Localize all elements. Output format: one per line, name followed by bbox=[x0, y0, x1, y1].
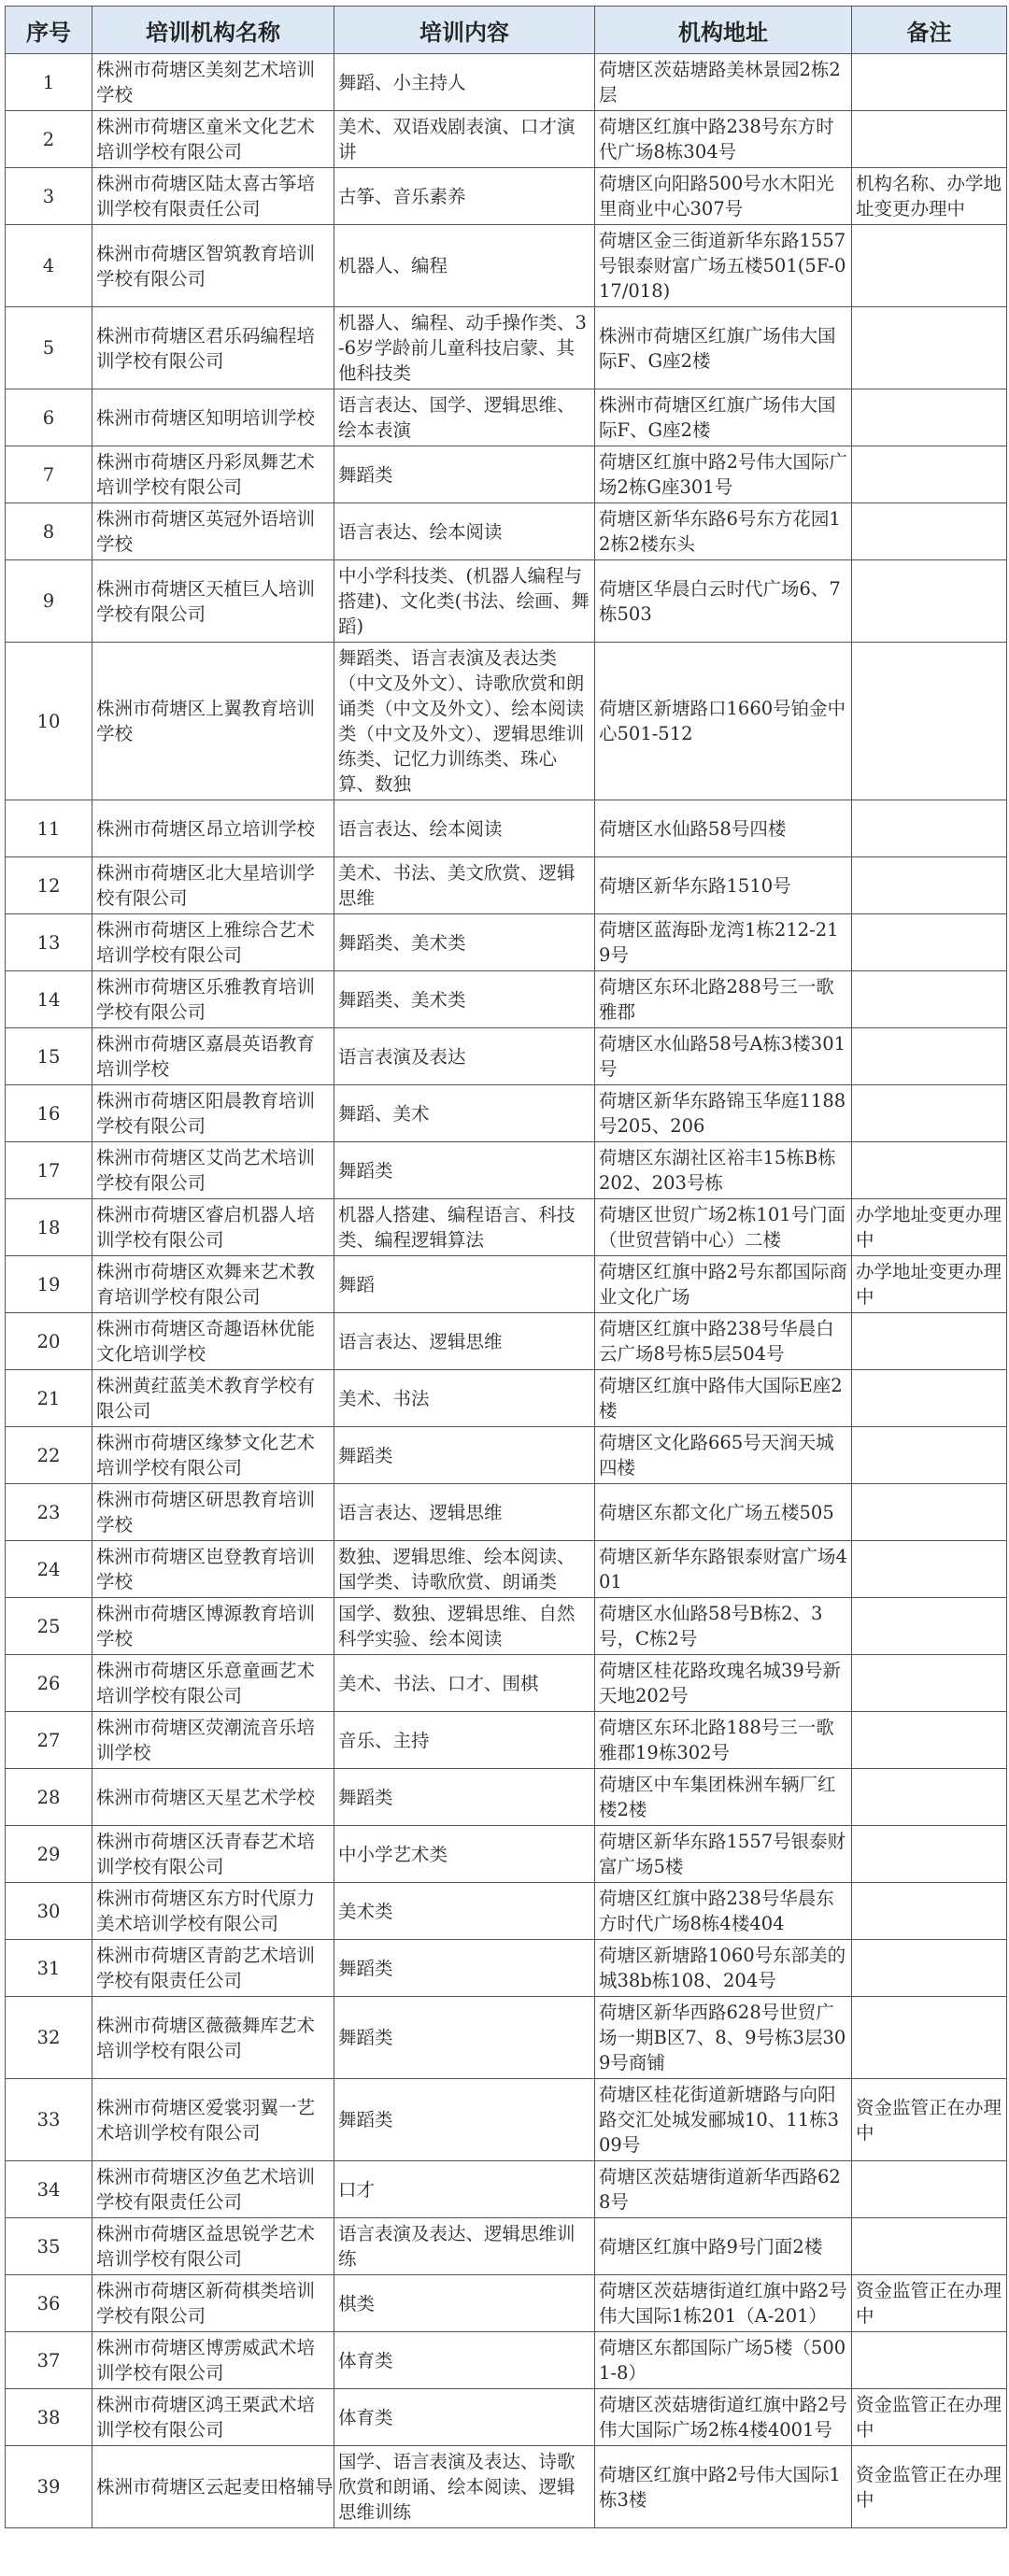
table-row bbox=[6, 2218, 1007, 2275]
table-row bbox=[6, 857, 1007, 914]
cell-content: 棋类 bbox=[334, 2275, 595, 2332]
cell-address: 株洲市荷塘区红旗广场伟大国际F、G座2楼 bbox=[595, 307, 852, 389]
cell-content: 语言表达、绘本阅读 bbox=[334, 503, 595, 560]
cell-name: 株洲市荷塘区奇趣语林优能文化培训学校 bbox=[92, 1313, 334, 1370]
cell-remark bbox=[852, 111, 1007, 168]
cell-address: 荷塘区茨菇塘街道红旗中路2号伟大国际广场2栋4楼4001号 bbox=[595, 2389, 852, 2446]
cell-name: 株洲市荷塘区阳晨教育培训学校有限公司 bbox=[92, 1085, 334, 1142]
cell-content: 数独、逻辑思维、绘本阅读、国学类、诗歌欣赏、朗诵类 bbox=[334, 1541, 595, 1598]
table-row bbox=[6, 1769, 1007, 1826]
cell-remark bbox=[852, 1313, 1007, 1370]
cell-no: 36 bbox=[6, 2275, 92, 2332]
cell-name: 株洲市荷塘区乐雅教育培训学校有限公司 bbox=[92, 971, 334, 1028]
cell-address: 荷塘区东都国际广场5楼（5001-8） bbox=[595, 2332, 852, 2389]
table-row bbox=[6, 2446, 1007, 2528]
cell-no: 6 bbox=[6, 389, 92, 446]
cell-name: 株洲市荷塘区君乐码编程培训学校有限公司 bbox=[92, 307, 334, 389]
cell-no: 29 bbox=[6, 1826, 92, 1883]
cell-name: 株洲市荷塘区昂立培训学校 bbox=[92, 800, 334, 857]
cell-content: 美术、双语戏剧表演、口才演讲 bbox=[334, 111, 595, 168]
cell-no: 16 bbox=[6, 1085, 92, 1142]
cell-name: 株洲市荷塘区童米文化艺术培训学校有限公司 bbox=[92, 111, 334, 168]
cell-remark: 资金监管正在办理中 bbox=[852, 2389, 1007, 2446]
cell-content: 美术、书法、美文欣赏、逻辑思维 bbox=[334, 857, 595, 914]
cell-no: 24 bbox=[6, 1541, 92, 1598]
cell-content: 语言表达、逻辑思维 bbox=[334, 1484, 595, 1541]
cell-content: 美术类 bbox=[334, 1883, 595, 1940]
cell-no: 15 bbox=[6, 1028, 92, 1085]
cell-no: 33 bbox=[6, 2079, 92, 2161]
cell-content: 语言表达、绘本阅读 bbox=[334, 800, 595, 857]
cell-address: 荷塘区东环北路288号三一歌雅郡 bbox=[595, 971, 852, 1028]
cell-name: 株洲市荷塘区陆太喜古筝培训学校有限责任公司 bbox=[92, 168, 334, 225]
cell-remark bbox=[852, 1940, 1007, 1997]
cell-remark: 机构名称、办学地址变更办理中 bbox=[852, 168, 1007, 225]
cell-name: 株洲市荷塘区薇薇舞库艺术培训学校有限公司 bbox=[92, 1997, 334, 2079]
cell-address: 荷塘区红旗中路伟大国际E座2楼 bbox=[595, 1370, 852, 1427]
cell-no: 25 bbox=[6, 1598, 92, 1655]
cell-content: 舞蹈类 bbox=[334, 1940, 595, 1997]
cell-remark bbox=[852, 560, 1007, 643]
table-row bbox=[6, 1313, 1007, 1370]
cell-no: 23 bbox=[6, 1484, 92, 1541]
cell-content: 国学、语言表演及表达、诗歌欣赏和朗诵、绘本阅读、逻辑思维训练 bbox=[334, 2446, 595, 2528]
table-row bbox=[6, 1940, 1007, 1997]
table-row bbox=[6, 1883, 1007, 1940]
cell-no: 22 bbox=[6, 1427, 92, 1484]
table-row bbox=[6, 1826, 1007, 1883]
cell-no: 19 bbox=[6, 1256, 92, 1313]
cell-address: 荷塘区桂花路玫瑰名城39号新天地202号 bbox=[595, 1655, 852, 1712]
cell-remark bbox=[852, 914, 1007, 971]
table-row bbox=[6, 1370, 1007, 1427]
cell-name: 株洲市荷塘区上雅综合艺术培训学校有限公司 bbox=[92, 914, 334, 971]
cell-name: 株洲市荷塘区云起麦田格辅导 bbox=[92, 2446, 334, 2528]
header-content: 培训内容 bbox=[334, 7, 595, 54]
cell-content: 语言表演及表达、逻辑思维训练 bbox=[334, 2218, 595, 2275]
table-row bbox=[6, 389, 1007, 446]
cell-address: 荷塘区新华西路628号世贸广场一期B区7、8、9号栋3层309号商铺 bbox=[595, 1997, 852, 2079]
cell-no: 21 bbox=[6, 1370, 92, 1427]
cell-address: 荷塘区文化路665号天润天城四楼 bbox=[595, 1427, 852, 1484]
cell-remark bbox=[852, 389, 1007, 446]
cell-name: 株洲市荷塘区博雳威武术培训学校有限公司 bbox=[92, 2332, 334, 2389]
cell-name: 株洲市荷塘区爱裳羽翼一艺术培训学校有限公司 bbox=[92, 2079, 334, 2161]
cell-no: 1 bbox=[6, 54, 92, 111]
cell-content: 语言表演及表达 bbox=[334, 1028, 595, 1085]
table-row bbox=[6, 1085, 1007, 1142]
cell-address: 荷塘区新华东路6号东方花园12栋2楼东头 bbox=[595, 503, 852, 560]
cell-content: 机器人、编程 bbox=[334, 225, 595, 307]
training-institutions-table bbox=[5, 6, 1007, 2528]
cell-address: 荷塘区新华东路锦玉华庭1188号205、206 bbox=[595, 1085, 852, 1142]
cell-address: 荷塘区新塘路口1660号铂金中心501-512 bbox=[595, 643, 852, 800]
cell-no: 10 bbox=[6, 643, 92, 800]
cell-address: 荷塘区蓝海卧龙湾1栋212-219号 bbox=[595, 914, 852, 971]
cell-name: 株洲市荷塘区荧潮流音乐培训学校 bbox=[92, 1712, 334, 1769]
cell-address: 株洲市荷塘区红旗广场伟大国际F、G座2楼 bbox=[595, 389, 852, 446]
cell-address: 荷塘区金三街道新华东路1557号银泰财富广场五楼501(5F-017/018) bbox=[595, 225, 852, 307]
cell-content: 音乐、主持 bbox=[334, 1712, 595, 1769]
cell-name: 株洲市荷塘区美刻艺术培训学校 bbox=[92, 54, 334, 111]
cell-address: 荷塘区红旗中路9号门面2楼 bbox=[595, 2218, 852, 2275]
cell-remark bbox=[852, 2161, 1007, 2218]
cell-name: 株洲黄荭蓝美术教育学校有限公司 bbox=[92, 1370, 334, 1427]
table-row bbox=[6, 1541, 1007, 1598]
cell-address: 荷塘区新华东路1557号银泰财富广场5楼 bbox=[595, 1826, 852, 1883]
cell-remark bbox=[852, 503, 1007, 560]
cell-address: 荷塘区红旗中路238号华晨白云广场8号栋5层504号 bbox=[595, 1313, 852, 1370]
cell-no: 2 bbox=[6, 111, 92, 168]
cell-content: 国学、数独、逻辑思维、自然科学实验、绘本阅读 bbox=[334, 1598, 595, 1655]
cell-no: 12 bbox=[6, 857, 92, 914]
cell-name: 株洲市荷塘区新荷棋类培训学校有限公司 bbox=[92, 2275, 334, 2332]
cell-no: 39 bbox=[6, 2446, 92, 2528]
cell-name: 株洲市荷塘区英冠外语培训学校 bbox=[92, 503, 334, 560]
table-row bbox=[6, 800, 1007, 857]
cell-address: 荷塘区东都文化广场五楼505 bbox=[595, 1484, 852, 1541]
cell-name: 株洲市荷塘区缘梦文化艺术培训学校有限公司 bbox=[92, 1427, 334, 1484]
cell-remark bbox=[852, 54, 1007, 111]
cell-name: 株洲市荷塘区艾尚艺术培训学校有限公司 bbox=[92, 1142, 334, 1199]
cell-content: 舞蹈类 bbox=[334, 446, 595, 503]
cell-content: 舞蹈类 bbox=[334, 2079, 595, 2161]
table-row bbox=[6, 1598, 1007, 1655]
cell-content: 美术、书法、口才、围棋 bbox=[334, 1655, 595, 1712]
table-row bbox=[6, 446, 1007, 503]
cell-name: 株洲市荷塘区嘉晨英语教育培训学校 bbox=[92, 1028, 334, 1085]
cell-no: 35 bbox=[6, 2218, 92, 2275]
cell-name: 株洲市荷塘区天星艺术学校 bbox=[92, 1769, 334, 1826]
cell-name: 株洲市荷塘区鸿王栗武术培训学校有限公司 bbox=[92, 2389, 334, 2446]
cell-remark: 资金监管正在办理中 bbox=[852, 2446, 1007, 2528]
cell-no: 8 bbox=[6, 503, 92, 560]
cell-address: 荷塘区红旗中路238号华晨东方时代广场8栋4楼404 bbox=[595, 1883, 852, 1940]
table-row bbox=[6, 1484, 1007, 1541]
cell-address: 荷塘区新华东路1510号 bbox=[595, 857, 852, 914]
cell-remark bbox=[852, 1997, 1007, 2079]
cell-content: 舞蹈 bbox=[334, 1256, 595, 1313]
cell-name: 株洲市荷塘区丹彩凤舞艺术培训学校有限公司 bbox=[92, 446, 334, 503]
cell-address: 荷塘区水仙路58号A栋3楼301号 bbox=[595, 1028, 852, 1085]
cell-remark: 资金监管正在办理中 bbox=[852, 2275, 1007, 2332]
cell-remark bbox=[852, 643, 1007, 800]
cell-remark: 办学地址变更办理中 bbox=[852, 1256, 1007, 1313]
cell-name: 株洲市荷塘区研思教育培训学校 bbox=[92, 1484, 334, 1541]
table-body bbox=[6, 54, 1007, 2528]
cell-content: 舞蹈、美术 bbox=[334, 1085, 595, 1142]
table-row bbox=[6, 111, 1007, 168]
table-row bbox=[6, 503, 1007, 560]
cell-no: 7 bbox=[6, 446, 92, 503]
cell-name: 株洲市荷塘区睿启机器人培训学校有限公司 bbox=[92, 1199, 334, 1256]
table-row bbox=[6, 2275, 1007, 2332]
table-row bbox=[6, 1028, 1007, 1085]
cell-address: 荷塘区茨菇塘路美林景园2栋2层 bbox=[595, 54, 852, 111]
cell-no: 38 bbox=[6, 2389, 92, 2446]
table-row bbox=[6, 2079, 1007, 2161]
table-row bbox=[6, 971, 1007, 1028]
cell-address: 荷塘区世贸广场2栋101号门面（世贸营销中心）二楼 bbox=[595, 1199, 852, 1256]
cell-remark bbox=[852, 446, 1007, 503]
cell-address: 荷塘区红旗中路238号东方时代广场8栋304号 bbox=[595, 111, 852, 168]
cell-address: 荷塘区茨菇塘街道新华西路628号 bbox=[595, 2161, 852, 2218]
cell-address: 荷塘区中车集团株洲车辆厂红楼2楼 bbox=[595, 1769, 852, 1826]
cell-no: 3 bbox=[6, 168, 92, 225]
cell-content: 舞蹈、小主持人 bbox=[334, 54, 595, 111]
cell-remark bbox=[852, 307, 1007, 389]
table-row bbox=[6, 307, 1007, 389]
cell-remark bbox=[852, 800, 1007, 857]
table-row bbox=[6, 643, 1007, 800]
cell-address: 荷塘区向阳路500号水木阳光里商业中心307号 bbox=[595, 168, 852, 225]
table-header-row bbox=[6, 7, 1007, 54]
cell-content: 古筝、音乐素养 bbox=[334, 168, 595, 225]
cell-address: 荷塘区桂花街道新塘路与向阳路交汇处城发郦城10、11栋309号 bbox=[595, 2079, 852, 2161]
cell-address: 荷塘区水仙路58号B栋2、3号，C栋2号 bbox=[595, 1598, 852, 1655]
cell-content: 舞蹈类、语言表演及表达类（中文及外文）、诗歌欣赏和朗诵类（中文及外文）、绘本阅读类（中文及外文）、逻辑思维训练类、记忆力训练类、珠心算、数独 bbox=[334, 643, 595, 800]
cell-remark bbox=[852, 1598, 1007, 1655]
cell-content: 舞蹈类 bbox=[334, 1142, 595, 1199]
cell-address: 荷塘区东环北路188号三一歌雅郡19栋302号 bbox=[595, 1712, 852, 1769]
cell-remark bbox=[852, 2218, 1007, 2275]
table-row bbox=[6, 914, 1007, 971]
cell-address: 荷塘区新塘路1060号东部美的城38b栋108、204号 bbox=[595, 1940, 852, 1997]
cell-remark bbox=[852, 1712, 1007, 1769]
cell-name: 株洲市荷塘区天植巨人培训学校有限公司 bbox=[92, 560, 334, 643]
cell-remark bbox=[852, 1883, 1007, 1940]
cell-no: 17 bbox=[6, 1142, 92, 1199]
table-row bbox=[6, 2389, 1007, 2446]
cell-name: 株洲市荷塘区东方时代原力美术培训学校有限公司 bbox=[92, 1883, 334, 1940]
table-row bbox=[6, 225, 1007, 307]
header-no: 序号 bbox=[6, 7, 92, 54]
table-row bbox=[6, 560, 1007, 643]
cell-address: 荷塘区华晨白云时代广场6、7栋503 bbox=[595, 560, 852, 643]
table-row bbox=[6, 1142, 1007, 1199]
cell-remark bbox=[852, 1541, 1007, 1598]
cell-content: 机器人、编程、动手操作类、3-6岁学龄前儿童科技启蒙、其他科技类 bbox=[334, 307, 595, 389]
cell-name: 株洲市荷塘区知明培训学校 bbox=[92, 389, 334, 446]
cell-remark: 办学地址变更办理中 bbox=[852, 1199, 1007, 1256]
cell-name: 株洲市荷塘区益思锐学艺术培训学校有限公司 bbox=[92, 2218, 334, 2275]
cell-remark: 资金监管正在办理中 bbox=[852, 2079, 1007, 2161]
table-row bbox=[6, 1427, 1007, 1484]
cell-content: 语言表达、国学、逻辑思维、绘本表演 bbox=[334, 389, 595, 446]
cell-no: 34 bbox=[6, 2161, 92, 2218]
cell-no: 9 bbox=[6, 560, 92, 643]
table-row bbox=[6, 1997, 1007, 2079]
table-row bbox=[6, 1199, 1007, 1256]
cell-remark bbox=[852, 857, 1007, 914]
cell-no: 11 bbox=[6, 800, 92, 857]
cell-content: 体育类 bbox=[334, 2389, 595, 2446]
training-institutions-table-container bbox=[5, 6, 1007, 2528]
cell-remark bbox=[852, 1142, 1007, 1199]
cell-name: 株洲市荷塘区青韵艺术培训学校有限责任公司 bbox=[92, 1940, 334, 1997]
table-row bbox=[6, 2332, 1007, 2389]
cell-remark bbox=[852, 1484, 1007, 1541]
cell-no: 13 bbox=[6, 914, 92, 971]
cell-no: 26 bbox=[6, 1655, 92, 1712]
cell-remark bbox=[852, 1028, 1007, 1085]
cell-no: 18 bbox=[6, 1199, 92, 1256]
cell-name: 株洲市荷塘区博源教育培训学校 bbox=[92, 1598, 334, 1655]
cell-remark bbox=[852, 1655, 1007, 1712]
cell-content: 美术、书法 bbox=[334, 1370, 595, 1427]
table-row bbox=[6, 2161, 1007, 2218]
table-row bbox=[6, 1256, 1007, 1313]
cell-name: 株洲市荷塘区乐意童画艺术培训学校有限公司 bbox=[92, 1655, 334, 1712]
cell-name: 株洲市荷塘区岜登教育培训学校 bbox=[92, 1541, 334, 1598]
cell-content: 舞蹈类 bbox=[334, 1769, 595, 1826]
cell-name: 株洲市荷塘区汐鱼艺术培训学校有限责任公司 bbox=[92, 2161, 334, 2218]
cell-name: 株洲市荷塘区北大星培训学校有限公司 bbox=[92, 857, 334, 914]
cell-content: 体育类 bbox=[334, 2332, 595, 2389]
cell-no: 32 bbox=[6, 1997, 92, 2079]
cell-address: 荷塘区新华东路银泰财富广场401 bbox=[595, 1541, 852, 1598]
cell-address: 荷塘区茨菇塘街道红旗中路2号伟大国际1栋201（A-201） bbox=[595, 2275, 852, 2332]
table-row bbox=[6, 1655, 1007, 1712]
cell-content: 中小学艺术类 bbox=[334, 1826, 595, 1883]
cell-content: 口才 bbox=[334, 2161, 595, 2218]
cell-no: 4 bbox=[6, 225, 92, 307]
cell-address: 荷塘区红旗中路2号伟大国际广场2栋G座301号 bbox=[595, 446, 852, 503]
table-row bbox=[6, 1712, 1007, 1769]
cell-no: 20 bbox=[6, 1313, 92, 1370]
cell-content: 舞蹈类、美术类 bbox=[334, 971, 595, 1028]
cell-content: 机器人搭建、编程语言、科技类、编程逻辑算法 bbox=[334, 1199, 595, 1256]
cell-content: 舞蹈类、美术类 bbox=[334, 914, 595, 971]
cell-address: 荷塘区水仙路58号四楼 bbox=[595, 800, 852, 857]
cell-remark bbox=[852, 1769, 1007, 1826]
cell-remark bbox=[852, 225, 1007, 307]
cell-content: 中小学科技类、(机器人编程与搭建)、文化类(书法、绘画、舞蹈) bbox=[334, 560, 595, 643]
header-name: 培训机构名称 bbox=[92, 7, 334, 54]
cell-address: 荷塘区红旗中路2号东都国际商业文化广场 bbox=[595, 1256, 852, 1313]
cell-no: 27 bbox=[6, 1712, 92, 1769]
cell-name: 株洲市荷塘区智筑教育培训学校有限公司 bbox=[92, 225, 334, 307]
cell-address: 荷塘区红旗中路2号伟大国际1栋3楼 bbox=[595, 2446, 852, 2528]
cell-remark bbox=[852, 2332, 1007, 2389]
cell-remark bbox=[852, 971, 1007, 1028]
cell-address: 荷塘区东湖社区裕丰15栋B栋202、203号栋 bbox=[595, 1142, 852, 1199]
cell-remark bbox=[852, 1427, 1007, 1484]
cell-no: 5 bbox=[6, 307, 92, 389]
cell-name: 株洲市荷塘区上翼教育培训学校 bbox=[92, 643, 334, 800]
cell-no: 28 bbox=[6, 1769, 92, 1826]
cell-no: 30 bbox=[6, 1883, 92, 1940]
cell-remark bbox=[852, 1826, 1007, 1883]
cell-no: 31 bbox=[6, 1940, 92, 1997]
table-row bbox=[6, 54, 1007, 111]
cell-no: 37 bbox=[6, 2332, 92, 2389]
header-address: 机构地址 bbox=[595, 7, 852, 54]
cell-content: 舞蹈类 bbox=[334, 1427, 595, 1484]
cell-no: 14 bbox=[6, 971, 92, 1028]
cell-name: 株洲市荷塘区欢舞来艺术教育培训学校有限公司 bbox=[92, 1256, 334, 1313]
cell-remark bbox=[852, 1370, 1007, 1427]
cell-name: 株洲市荷塘区沃青春艺术培训学校有限公司 bbox=[92, 1826, 334, 1883]
table-row bbox=[6, 168, 1007, 225]
header-remark: 备注 bbox=[852, 7, 1007, 54]
cell-remark bbox=[852, 1085, 1007, 1142]
cell-content: 语言表达、逻辑思维 bbox=[334, 1313, 595, 1370]
cell-content: 舞蹈类 bbox=[334, 1997, 595, 2079]
